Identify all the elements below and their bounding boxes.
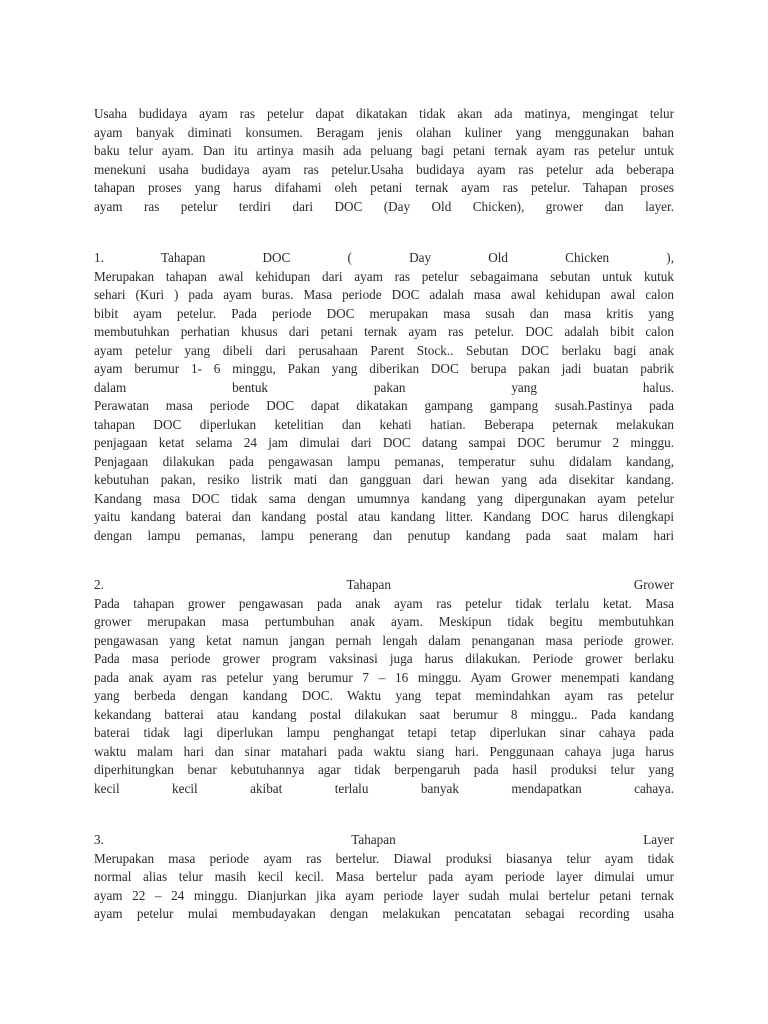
text-line: 2. Tahapan Grower [94,577,674,592]
text-line: ayam ras petelur terdiri dari DOC (Day Old Chicken), grower dan layer. [94,198,674,214]
text-line: menekuni usaha budidaya ayam ras petelur.Usaha budidaya ayam ras petelur ada beberapa [94,161,674,177]
text-line: tahapan DOC diperlukan ketelitian dan kehati hatian. Beberapa peternak melakukan [94,416,674,432]
text-line: tahapan proses yang harus difahami oleh petani ternak ayam ras petelur. Tahapan proses [94,180,674,195]
text-line: 1. Tahapan DOC ( Day Old Chicken ), [94,250,674,265]
text-line: membutuhkan perhatian khusus dari petani ternak ayam ras petelur. DOC adalah bibit calon [94,324,674,339]
text-line: dengan lampu pemanas, lampu penerang dan penutup kandang pada saat malam hari [94,527,674,543]
text-line: Pada masa periode grower program vaksinasi juga harus dilakukan. Periode grower berlaku [94,651,674,666]
text-line: kecil kecil akibat terlalu banyak mendapatkan cahaya. [94,780,674,796]
paragraph-intro [94,105,674,216]
section-layer [94,831,674,924]
text-line: Penjagaan dilakukan pada pengawasan lampu pemanas, temperatur suhu didalam kandang, [94,453,674,469]
text-line: Merupakan tahapan awal kehidupan dari ayam ras petelur sebagaimana sebutan untuk kutuk [94,268,674,284]
text-line: yaitu kandang baterai dan kandang postal atau kandang litter. Kandang DOC harus dilengkapi [94,509,674,524]
text-line: ayam petelur yang dibeli dari perusahaan Parent Stock.. Sebutan DOC berlaku bagi anak [94,342,674,358]
text-line: baku telur ayam. Dan itu artinya masih ada peluang bagi petani ternak ayam ras petelur untuk [94,143,674,158]
text-line: pengawasan yang ketat namun jangan pernah lengah dalam penanganan masa periode grower. [94,632,674,648]
text-line: Pada tahapan grower pengawasan pada anak ayam ras petelur tidak terlalu ketat. Masa [94,595,674,611]
text-line: Kandang masa DOC tidak sama dengan umumnya kandang yang dipergunakan ayam petelur [94,490,674,506]
text-line: ayam berumur 1- 6 minggu, Pakan yang diberikan DOC berupa pakan jadi buatan pabrik [94,361,674,376]
text-line: waktu malam hari dan sinar matahari pada waktu siang hari. Penggunaan cahaya juga harus [94,743,674,759]
text-line: pada anak ayam ras petelur yang berumur 7 – 16 minggu. Ayam Grower menempati kandang [94,669,674,685]
text-line: ayam banyak diminati konsumen. Beragam jenis olahan kuliner yang menggunakan bahan [94,124,674,140]
text-line: kekandang batterai atau kandang postal dilakukan saat berumur 8 minggu.. Pada kandang [94,706,674,722]
section-grower [94,576,674,798]
text-line: normal alias telur masih kecil kecil. Masa bertelur pada ayam periode layer dimulai umur [94,869,674,884]
text-line: bibit ayam petelur. Pada periode DOC merupakan masa susah dan masa kritis yang [94,305,674,321]
text-line: Merupakan masa periode ayam ras bertelur. Diawal produksi biasanya telur ayam tidak [94,850,674,866]
text-line: Perawatan masa periode DOC dapat dikatakan gampang gampang susah.Pastinya pada [94,398,674,413]
text-line: ayam petelur mulai membudayakan dengan melakukan pencatatan sebagai recording usaha [94,906,674,921]
text-line: dalam bentuk pakan yang halus. [94,379,674,395]
text-line: kebutuhan pakan, resiko listrik mati dan gangguan dari hewan yang ada disekitar kandang. [94,472,674,487]
text-line: ayam 22 – 24 minggu. Dianjurkan jika ayam periode layer sudah mulai bertelur petani ternak [94,887,674,903]
section-doc [94,249,674,545]
text-line: yang berbeda dengan kandang DOC. Waktu yang tepat memindahkan ayam ras petelur [94,688,674,703]
text-line: penjagaan ketat selama 24 jam dimulai dari DOC datang sampai DOC berumur 2 minggu. [94,435,674,450]
text-line: diperhitungkan benar kebutuhannya agar tidak berpengaruh pada hasil produksi telur yang [94,762,674,777]
text-line: grower merupakan masa pertumbuhan anak ayam. Meskipun tidak begitu membutuhkan [94,614,674,629]
text-line: 3. Tahapan Layer [94,832,674,847]
text-line: baterai tidak lagi diperlukan lampu penghangat tetapi tetap diperlukan sinar cahaya pada [94,725,674,740]
text-line: sehari (Kuri ) pada ayam buras. Masa periode DOC adalah masa awal kehidupan awal calon [94,287,674,302]
text-line: Usaha budidaya ayam ras petelur dapat dikatakan tidak akan ada matinya, mengingat telur [94,106,674,121]
